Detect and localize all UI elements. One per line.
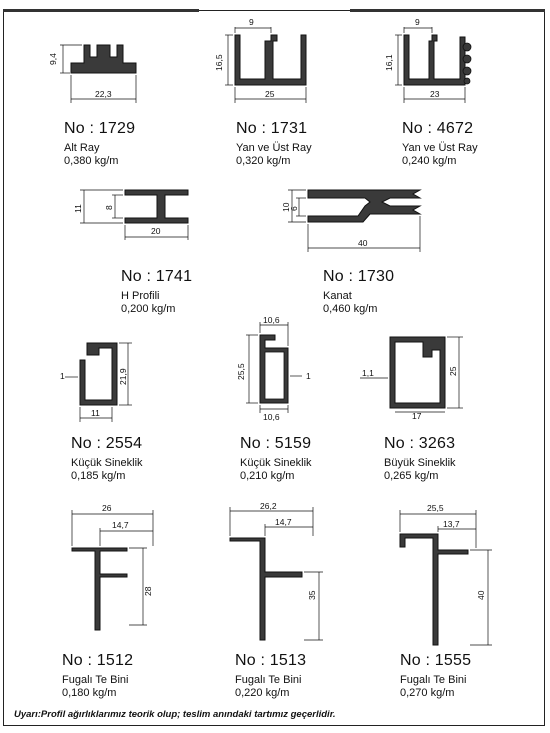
product-number: No : 1729 xyxy=(64,120,136,137)
dim-label: 11 xyxy=(91,408,100,418)
weight-disclaimer: Uyarı:Profil ağırlıklarımız teorik olup; teslim anındaki tartımız geçerlidir. xyxy=(14,709,336,720)
dim-label: 1 xyxy=(306,371,311,381)
dim-label: 13,7 xyxy=(443,519,460,529)
profile-drawing-1730 xyxy=(270,180,440,255)
dim-label: 28 xyxy=(143,586,153,596)
dim-label: 9,4 xyxy=(48,53,58,65)
dim-label: 22,3 xyxy=(95,89,112,99)
product-number: No : 1513 xyxy=(235,652,307,669)
product-number: No : 1555 xyxy=(400,652,472,669)
product-name: Fugalı Te Bini xyxy=(235,674,302,686)
product-weight: 0,185 kg/m xyxy=(71,470,126,482)
profile-drawing-3263 xyxy=(355,330,475,430)
dim-label: 1,1 xyxy=(362,368,374,378)
dim-label: 35 xyxy=(307,590,317,600)
dim-label: 21,9 xyxy=(118,368,128,385)
dim-label: 10,6 xyxy=(263,315,280,325)
profile-drawing-1512 xyxy=(55,500,175,635)
dim-label: 20 xyxy=(151,226,161,236)
dim-label: 16,1 xyxy=(384,54,394,71)
dim-label: 14,7 xyxy=(275,517,292,527)
product-name: Küçük Sineklik xyxy=(71,457,143,469)
dim-label: 40 xyxy=(476,590,486,600)
dim-label: 1 xyxy=(60,371,65,381)
dim-label: 40 xyxy=(358,238,368,248)
product-weight: 0,265 kg/m xyxy=(384,470,439,482)
product-name: Fugalı Te Bini xyxy=(62,674,129,686)
profile-drawing-1731 xyxy=(205,15,315,105)
profile-drawing-4672 xyxy=(375,15,485,105)
dim-label: 14,7 xyxy=(112,520,129,530)
product-weight: 0,220 kg/m xyxy=(235,687,290,699)
product-name: Yan ve Üst Ray xyxy=(402,142,478,154)
dim-label: 10,6 xyxy=(263,412,280,422)
product-name: Küçük Sineklik xyxy=(240,457,312,469)
header-rule-right xyxy=(350,9,545,12)
product-number: No : 1512 xyxy=(62,652,134,669)
dim-label: 9 xyxy=(415,17,420,27)
product-weight: 0,240 kg/m xyxy=(402,155,457,167)
product-weight: 0,210 kg/m xyxy=(240,470,295,482)
product-name: Fugalı Te Bini xyxy=(400,674,467,686)
dim-label: 8 xyxy=(104,205,114,210)
product-weight: 0,180 kg/m xyxy=(62,687,117,699)
profile-drawing-1729 xyxy=(40,35,150,115)
product-number: No : 2554 xyxy=(71,435,143,452)
dim-label: 16,5 xyxy=(214,54,224,71)
dim-label: 17 xyxy=(412,411,422,421)
product-name: Alt Ray xyxy=(64,142,100,154)
dim-label: 9 xyxy=(249,17,254,27)
profile-drawing-5159 xyxy=(230,310,330,425)
dim-label: 25 xyxy=(265,89,275,99)
profile-drawing-1741 xyxy=(70,180,200,245)
dim-label: 26 xyxy=(102,503,112,513)
dim-label: 10 xyxy=(281,202,291,212)
profile-drawing-1555 xyxy=(380,500,500,650)
dim-label: 23 xyxy=(430,89,440,99)
product-weight: 0,320 kg/m xyxy=(236,155,291,167)
dim-label: 26,2 xyxy=(260,501,277,511)
product-name: Büyük Sineklik xyxy=(384,457,456,469)
product-name: H Profili xyxy=(121,290,160,302)
profile-drawing-2554 xyxy=(55,330,155,430)
profile-drawing-1513 xyxy=(215,500,335,645)
dim-label: 11 xyxy=(73,204,83,213)
product-number: No : 1731 xyxy=(236,120,308,137)
product-weight: 0,270 kg/m xyxy=(400,687,455,699)
dim-label: 25,5 xyxy=(427,503,444,513)
header-rule-left xyxy=(3,9,199,12)
product-number: No : 4672 xyxy=(402,120,474,137)
product-weight: 0,380 kg/m xyxy=(64,155,119,167)
dim-label: 6 xyxy=(289,206,299,211)
product-name: Kanat xyxy=(323,290,352,302)
product-name: Yan ve Üst Ray xyxy=(236,142,312,154)
product-number: No : 5159 xyxy=(240,435,312,452)
product-weight: 0,460 kg/m xyxy=(323,303,378,315)
product-number: No : 1741 xyxy=(121,268,193,285)
dim-label: 25 xyxy=(448,366,458,376)
product-weight: 0,200 kg/m xyxy=(121,303,176,315)
product-number: No : 3263 xyxy=(384,435,456,452)
product-number: No : 1730 xyxy=(323,268,395,285)
dim-label: 25,5 xyxy=(236,363,246,380)
